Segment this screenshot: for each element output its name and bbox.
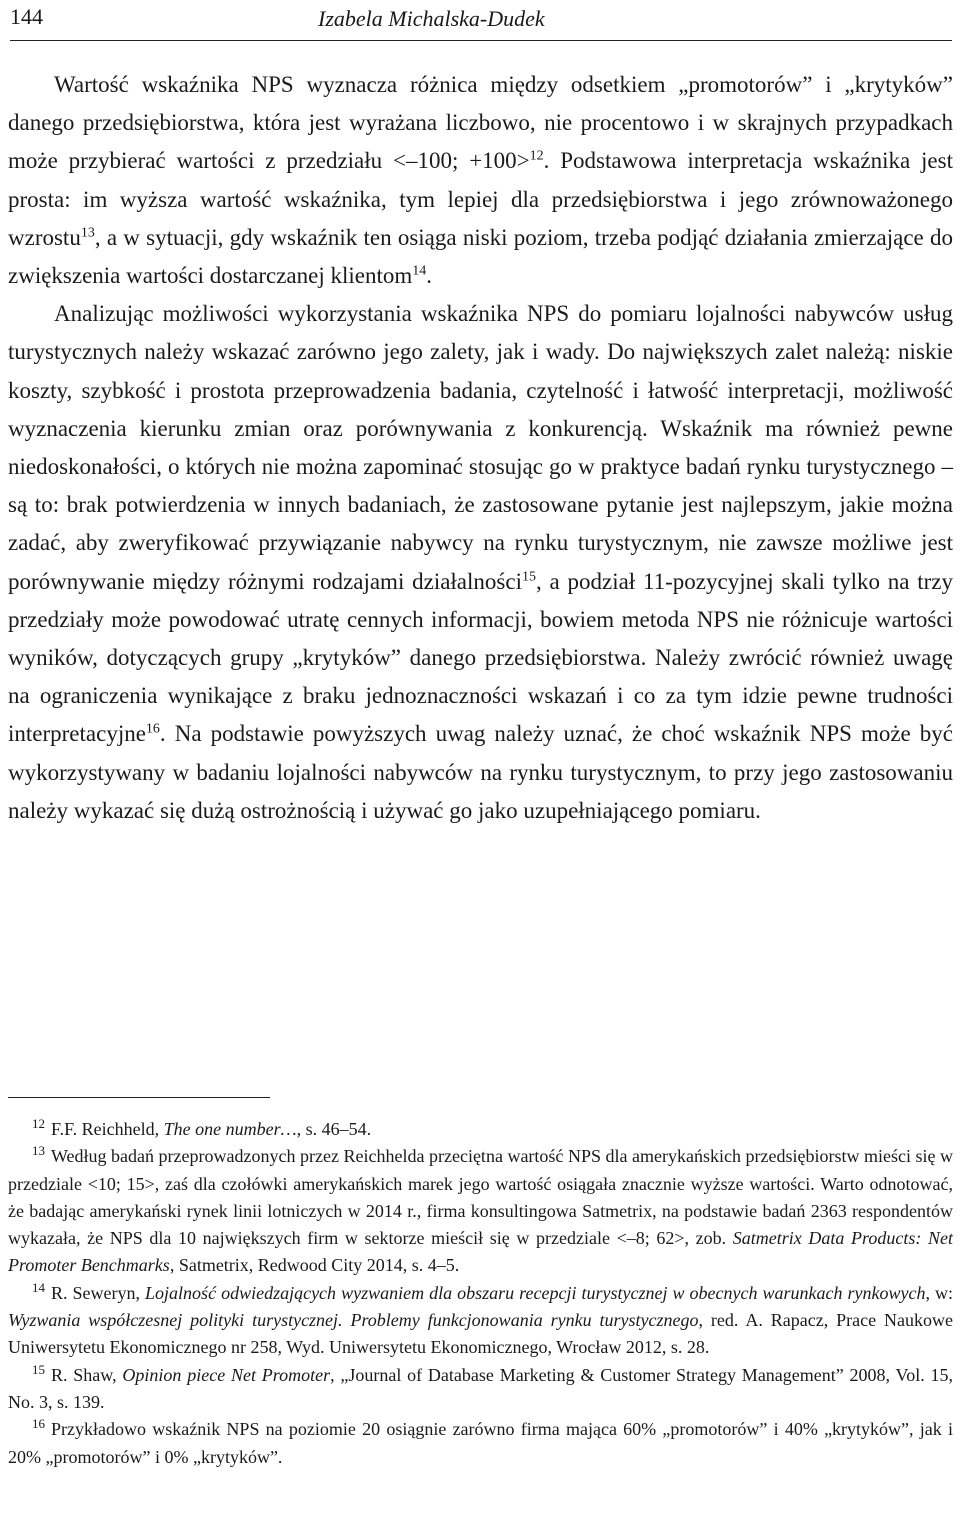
footnote-number: 13 <box>32 1143 45 1159</box>
main-text <box>8 66 953 830</box>
footnote-text: , red. A. Rapacz, Prace Naukowe Uniwersytetu Ekonomicznego nr 258, Wyd. Uniwersytetu Ekonomicznego, Wrocław 2012, s. 28. <box>8 1310 954 1358</box>
footnote-title: The one number… <box>163 1119 297 1139</box>
footnote-text: Według badań przeprowadzonych przez Reichhelda przeciętna wartość NPS dla amerykańskich przedsiębiorstw mieści się w przedziale <10; 15>, zaś dla czołówki amerykańskich marek jego wartość osiągała znacznie wyższe wartości. Warto odnotować, że badając amerykański rynek linii lotniczych w 2014 r., firma konsultingowa Satmetrix, na podstawie badań 2363 respondentów wykazała, że NPS dla 10 największych firm w sektorze mieścił się w przedziale <–8; 62>, zob. <box>8 1146 953 1249</box>
running-head-author: Izabela Michalska-Dudek <box>318 6 545 31</box>
footnote-text: , w: <box>925 1282 953 1303</box>
footnote-number: 14 <box>32 1279 45 1295</box>
footnote-text: , Satmetrix, Redwood City 2014, s. 4–5. <box>169 1255 460 1276</box>
footnote <box>8 1362 953 1417</box>
footnote-separator <box>8 1097 270 1098</box>
page-number: 144 <box>10 4 43 29</box>
paragraph-text: . <box>426 263 433 289</box>
footnote-text: R. Shaw, <box>51 1364 123 1385</box>
footnote <box>8 1416 953 1471</box>
paragraph <box>8 295 953 830</box>
footnote-title: Satmetrix Data Products: Net Promoter Benchmarks <box>8 1228 953 1276</box>
footnote-text: R. Seweryn, <box>51 1282 146 1303</box>
footnote-text: Przykładowo wskaźnik NPS na poziomie 20 osiągnie zarówno firma mająca 60% „promotorów” i 40% „krytyków”, jak i 20% „promotorów” i 0% „krytyków”. <box>8 1419 953 1467</box>
footnote-text: , s. 46–54. <box>296 1119 372 1139</box>
footnote-title: Wyzwania współczesnej polityki turystycznej. Problemy funkcjonowania rynku turystycznego <box>8 1310 699 1331</box>
paragraph-text: , a w sytuacji, gdy wskaźnik ten osiąga niski poziom, trzeba podjąć działania zmierzające do zwiększenia wartości dostarczanej klientom <box>8 224 953 289</box>
paragraph-text: . Podstawowa interpretacja wskaźnika jest prosta: im wyższa wartość wskaźnika, tym lepiej dla przedsiębiorstwa i jego zrównoważonego wzrostu <box>8 148 953 250</box>
footnote-ref[interactable]: 13 <box>80 225 95 241</box>
footnotes <box>8 1116 953 1471</box>
header-rule <box>10 40 952 41</box>
footnote-ref[interactable]: 12 <box>529 148 544 164</box>
paragraph-text: Wartość wskaźnika NPS wyznacza różnica między odsetkiem „promotorów” i „krytyków” danego przedsiębiorstwa, która jest wyrażana liczbowo, nie procentowo i w skrajnych przypadkach może przybierać wartości z przedziału <–100; +100> <box>8 72 953 174</box>
footnote-ref[interactable]: 16 <box>145 721 160 737</box>
paragraph-text: , a podział 11-pozycyjnej skali tylko na trzy przedziały może powodować utratę cennych informacji, bowiem metoda NPS nie różnicuje wartości wyników, dotyczących grupy „krytyków” danego przedsiębiorstwa. Należy zwrócić również uwagę na ograniczenia wynikające z braku jednoznaczności wskazań i co za tym idzie pewne trudności interpretacyjne <box>8 568 953 747</box>
footnote <box>8 1116 953 1143</box>
footnote <box>8 1280 953 1362</box>
footnote-number: 15 <box>32 1361 45 1377</box>
footnote-text: F.F. Reichheld, <box>51 1119 164 1139</box>
footnote-title: Opinion piece Net Promoter <box>122 1364 331 1385</box>
footnote-title: Lojalność odwiedzających wyzwaniem dla obszaru recepcji turystycznej w obecnych warunkach rynkowych <box>145 1282 926 1303</box>
footnote-ref[interactable]: 15 <box>521 568 536 584</box>
page-header <box>0 0 960 42</box>
footnote-text: , „Journal of Database Marketing & Customer Strategy Management” 2008, Vol. 15, No. 3, s. 139. <box>8 1364 953 1412</box>
paragraph-text: Analizując możliwości wykorzystania wskaźnika NPS do pomiaru lojalności nabywców usług turystycznych należy wskazać zarówno jego zalety, jak i wady. Do największych zalet należą: niskie koszty, szybkość i prostota przeprowadzenia badania, czytelność i łatwość interpretacji, możliwość wyznaczenia kierunku zmian oraz porównywania z konkurencją. Wskaźnik ma również pewne niedoskonałości, o których nie można zapominać stosując go w praktyce badań rynku turystycznego – są to: brak potwierdzenia w innych badaniach, że zastosowane pytanie jest najlepszym, jakie można zadać, aby zweryfikować przywiązanie nabywcy na rynku turystycznym, nie zawsze możliwe jest porównywanie między różnymi rodzajami działalności <box>8 301 953 594</box>
footnote <box>8 1143 953 1279</box>
footnote-number: 12 <box>32 1116 45 1131</box>
paragraph <box>8 66 953 295</box>
paragraph-text: . Na podstawie powyższych uwag należy uznać, że choć wskaźnik NPS może być wykorzystywany w badaniu lojalności nabywców na rynku turystycznym, to przy jego zastosowaniu należy wykazać się dużą ostrożnością i używać go jako uzupełniającego pomiaru. <box>8 721 953 823</box>
footnote-number: 16 <box>32 1416 45 1432</box>
footnote-ref[interactable]: 14 <box>412 263 427 279</box>
